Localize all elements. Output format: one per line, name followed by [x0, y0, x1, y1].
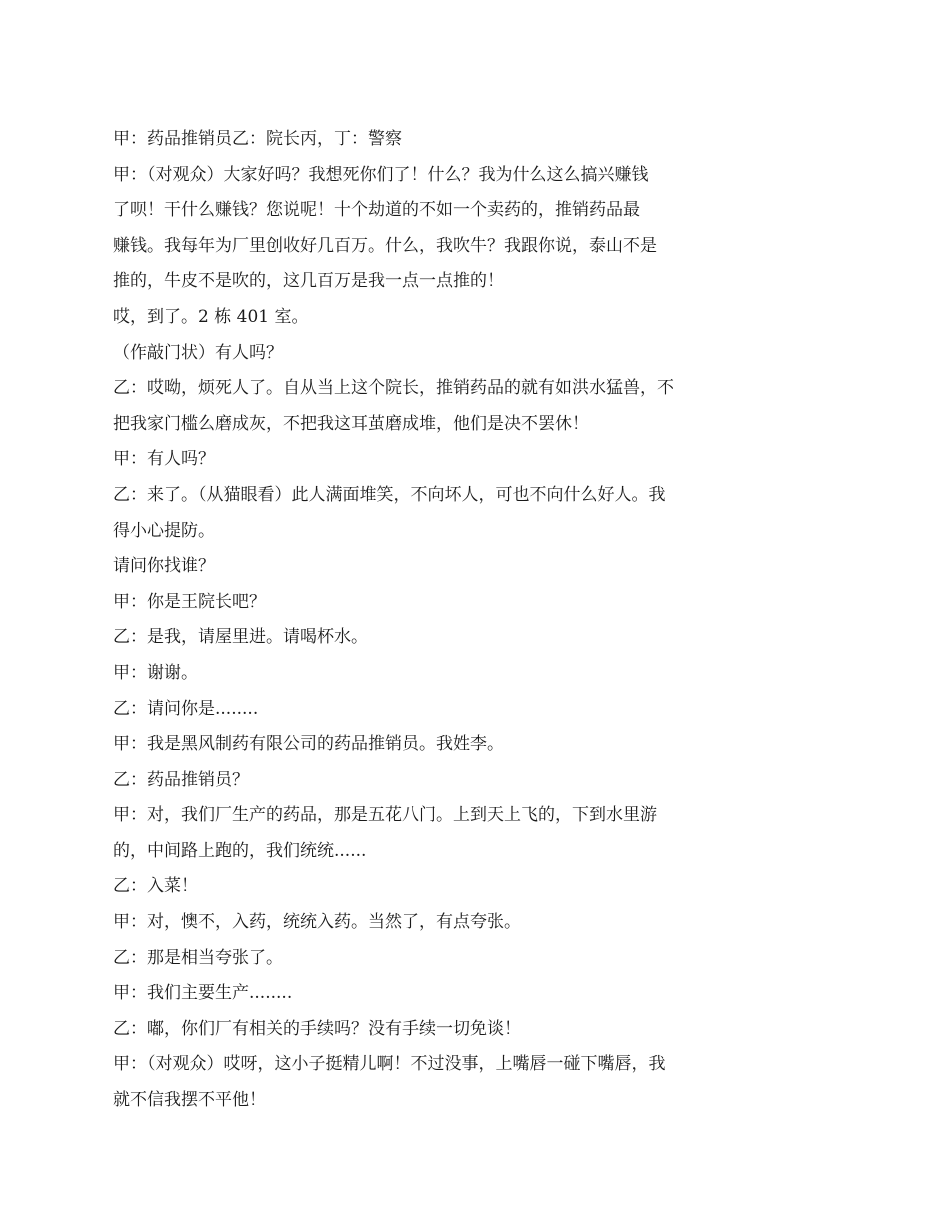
text-line: 甲：（对观众）大家好吗？我想死你们了！什么？我为什么这么搞兴赚钱 — [113, 164, 649, 185]
text-line: 了呗！干什么赚钱？您说呢！十个劫道的不如一个卖药的，推销药品最 — [113, 200, 640, 221]
text-line: 就不信我摆不平他！ — [113, 1090, 266, 1111]
text-line: 乙：那是相当夸张了。 — [113, 947, 283, 968]
text-line: 得小心提防。 — [113, 520, 215, 541]
text-line: 请问你找谁？ — [113, 556, 215, 577]
text-line: 甲：对，懊不，入药，统统入药。当然了，有点夸张。 — [113, 912, 521, 933]
text-line: 甲：谢谢。 — [113, 662, 198, 683]
text-line: 甲：你是王院长吧？ — [113, 591, 266, 612]
text-line: 哎，到了。2 栋 401 室。 — [113, 306, 309, 327]
text-line: 乙：入菜！ — [113, 876, 198, 897]
text-line: 甲：有人吗？ — [113, 449, 215, 470]
text-line: 乙：是我，请屋里进。请喝杯水。 — [113, 627, 368, 648]
text-line: 乙：嘟，你们厂有相关的手续吗？没有手续一切免谈！ — [113, 1018, 521, 1039]
text-line: 把我家门槛么磨成灰，不把我这耳茧磨成堆，他们是决不罢休！ — [113, 413, 589, 434]
text-line: 乙：来了。（从猫眼看）此人满面堆笑，不向坏人，可也不向什么好人。我 — [113, 484, 666, 505]
text-line: 的，中间路上跑的，我们统统...... — [113, 840, 367, 861]
script-text — [113, 122, 743, 1119]
text-line: （作敲门状）有人吗？ — [113, 342, 283, 363]
text-line: 甲：我是黑风制药有限公司的药品推销员。我姓李。 — [113, 734, 504, 755]
text-line: 乙：药品推销员？ — [113, 769, 249, 790]
text-line: 乙：请问你是........ — [113, 698, 259, 719]
text-line: 乙：哎呦，烦死人了。自从当上这个院长，推销药品的就有如洪水猛兽，不 — [113, 378, 674, 399]
text-line: 甲：对，我们厂生产的药品，那是五花八门。上到天上飞的，下到水里游 — [113, 805, 657, 826]
text-line: 甲：我们主要生产........ — [113, 983, 293, 1004]
text-line: 赚钱。我每年为厂里创收好几百万。什么，我吹牛？我跟你说，泰山不是 — [113, 235, 657, 256]
text-line: 甲：（对观众）哎呀，这小子挺精儿啊！不过没事，上嘴唇一碰下嘴唇，我 — [113, 1054, 666, 1075]
text-line: 甲：药品推销员乙：院长丙，丁：警察 — [113, 129, 402, 149]
text-line: 推的，牛皮不是吹的，这几百万是我一点一点推的！ — [113, 271, 504, 292]
